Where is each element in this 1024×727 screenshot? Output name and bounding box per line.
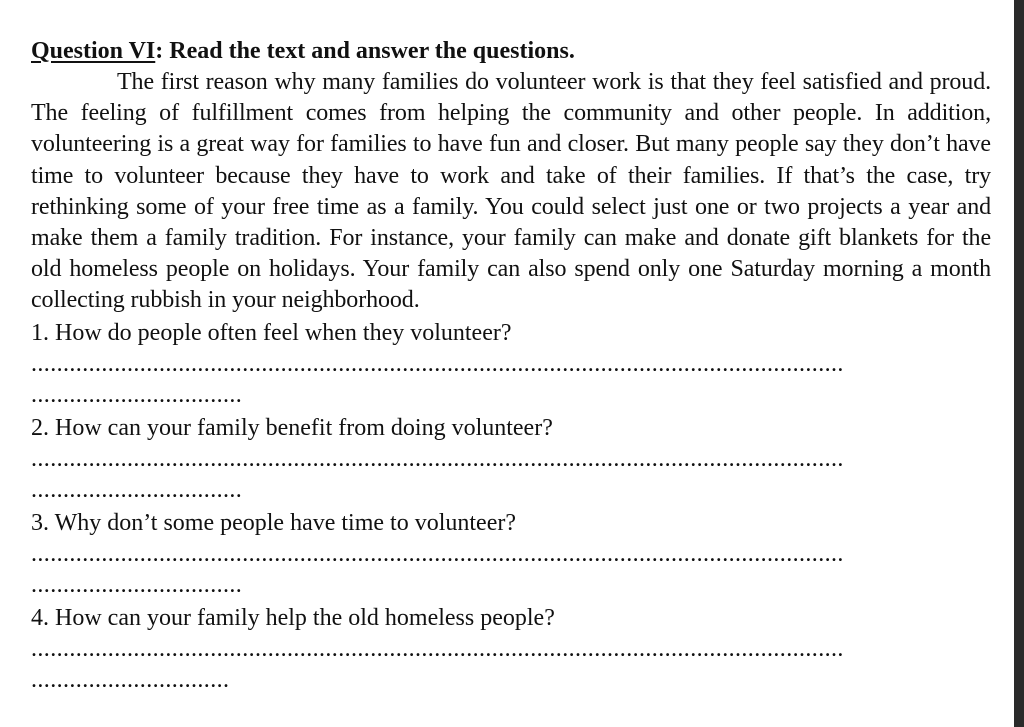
question-3-text: 3. Why don’t some people have time to volunteer? <box>31 509 516 536</box>
question-instruction: : Read the text and answer the questions. <box>155 38 575 64</box>
question-2 <box>31 413 991 506</box>
question-2-text: 2. How can your family benefit from doing volunteer? <box>31 414 553 441</box>
reading-passage: The first reason why many families do volunteer work is that they feel satisfied and proud. The feeling of fulfillment comes from helping the community and other people. In addition, volunteering is a great way for families to have fun and closer. But many people say they don’t have time to volunteer because they have to work and take of their families. If that’s the case, try rethinking some of your free time as a family. You could select just one or two projects a year and make them a family tradition. For instance, your family can make and donate gift blankets for the old homeless people on holidays. Your family can also spend only one Saturday morning a month collecting rubbish in your neighborhood. <box>31 69 991 314</box>
question-4-text: 4. How can your family help the old homeless people? <box>31 604 555 631</box>
question-3-answer-line-2[interactable]: ................................. <box>31 571 243 598</box>
question-heading <box>31 36 991 67</box>
question-3-answer-line-1[interactable]: ............................................................................................................................... <box>31 540 844 567</box>
question-2-answer-line-1[interactable]: ............................................................................................................................... <box>31 445 844 472</box>
question-label: Question VI <box>31 38 156 64</box>
worksheet-content <box>31 36 991 697</box>
right-border <box>1014 0 1024 727</box>
question-1-text: 1. How do people often feel when they volunteer? <box>31 319 512 346</box>
question-4 <box>31 603 991 696</box>
question-1 <box>31 318 991 411</box>
question-2-answer-line-2[interactable]: ................................. <box>31 476 243 503</box>
question-1-answer-line-2[interactable]: ................................. <box>31 381 243 408</box>
question-4-answer-line-1[interactable]: ............................................................................................................................... <box>31 635 844 662</box>
question-4-answer-line-2[interactable]: ............................... <box>31 666 230 693</box>
question-3 <box>31 508 991 601</box>
question-1-answer-line-1[interactable]: ............................................................................................................................... <box>31 350 844 377</box>
